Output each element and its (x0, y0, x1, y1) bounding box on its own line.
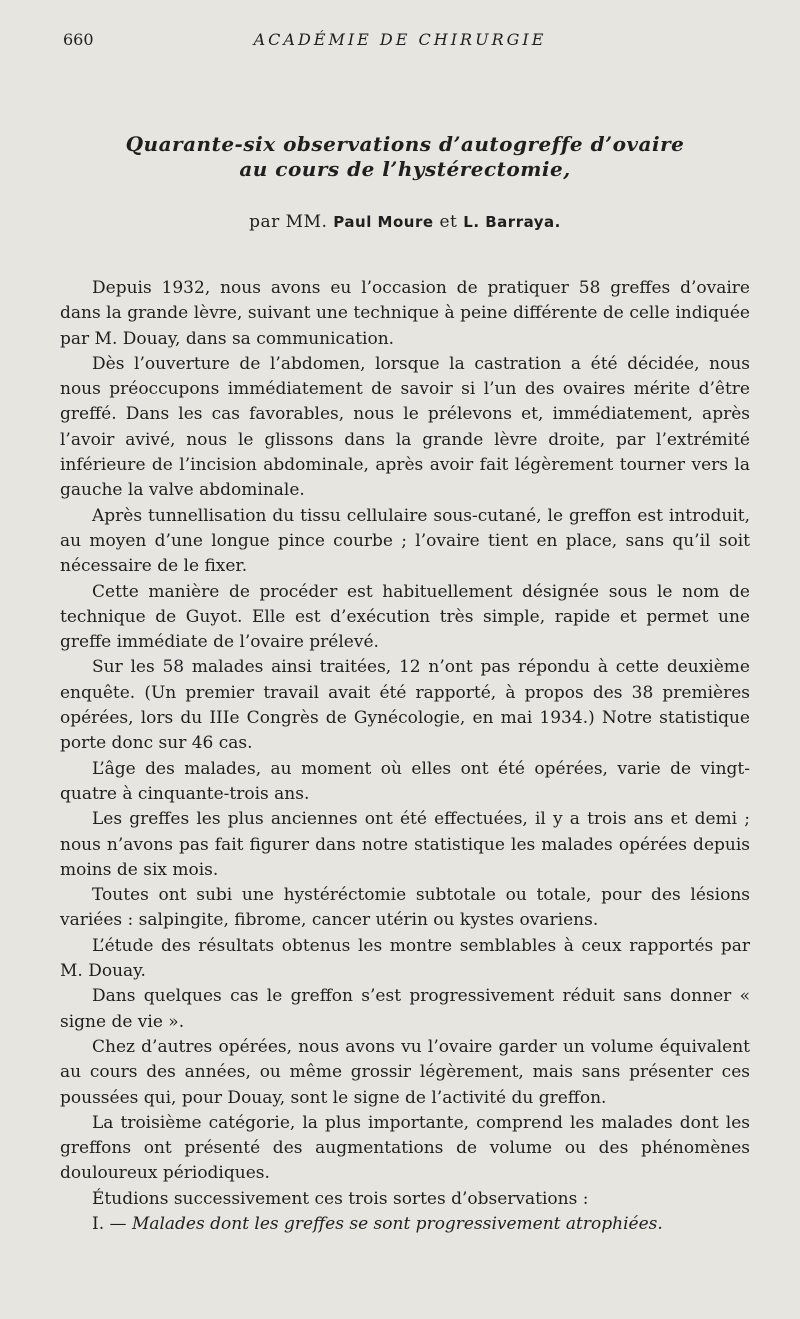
paragraph: L’étude des résultats obtenus les montre semblables à ceux rapportés par M. Douay. (60, 935, 750, 982)
byline-and: et (439, 212, 458, 232)
section-numeral: I. — (92, 1213, 127, 1234)
section-heading-line (60, 1212, 750, 1237)
page-number: 660 (63, 30, 94, 49)
paragraph: Cette manière de procéder est habituellement désignée sous le nom de technique de Guyot. Elle est d’exécution très simple, rapide et permet une greffe immédiate de l’ovaire prélevé. (60, 581, 750, 653)
author-2: L. Barraya. (463, 213, 561, 231)
paragraph: L’âge des malades, au moment où elles ont été opérées, varie de vingt-quatre à cinquante-trois ans. (60, 758, 750, 804)
paragraph: Étudions successivement ces trois sortes d’observations : (92, 1188, 589, 1209)
paragraph: Depuis 1932, nous avons eu l’occasion de pratiquer 58 greffes d’ovaire dans la grande lèvre, suivant une technique à peine différente de celle indiquée par M. Douay, dans sa communication. (60, 278, 750, 349)
paragraph: La troisième catégorie, la plus importante, comprend les malades dont les greffons ont présenté des augmentations de volume ou des phénomènes douloureux périodiques. (60, 1112, 750, 1184)
author-1: Paul Moure (333, 213, 434, 231)
byline (60, 212, 750, 232)
paragraph: Toutes ont subi une hystéréctomie subtotale ou totale, pour des lésions variées : salpingite, fibrome, cancer utérin ou kystes ovariens. (60, 885, 750, 931)
running-head: ACADÉMIE DE CHIRURGIE (253, 30, 547, 49)
paragraph: Les greffes les plus anciennes ont été effectuées, il y a trois ans et demi ; nous n’avons pas fait figurer dans notre statistique les malades opérées depuis moins de six mois. (60, 809, 750, 880)
byline-prefix: par MM. (249, 212, 328, 232)
section-title: Malades dont les greffes se sont progressivement atrophiées. (131, 1213, 663, 1234)
paragraph: Sur les 58 malades ainsi traitées, 12 n’ont pas répondu à cette deuxième enquête. (Un premier travail avait été rapporté, à propos des 38 premières opérées, lors du IIIe Congrès de Gynécologie, en mai 1934.) Notre statistique porte donc sur 46 cas. (60, 657, 750, 754)
article-title (60, 132, 750, 182)
title-line-1: Quarante-six observations d’autogreffe d’ovaire (125, 132, 685, 156)
title-line-2: au cours de l’hystérectomie, (239, 157, 571, 181)
paragraph: Dès l’ouverture de l’abdomen, lorsque la castration a été décidée, nous nous préoccupons immédiatement de savoir si l’un des ovaires mérite d’être greffé. Dans les cas favorables, nous le prélevons et, immédiatement, après l’avoir avivé, nous le glissons dans la grande lèvre droite, par l’extrémité inférieure de l’incision abdominale, après avoir fait légèrement tourner vers la gauche la valve abdominale. (60, 353, 750, 501)
paragraph: Dans quelques cas le greffon s’est progressivement réduit sans donner « signe de vie ». (60, 986, 750, 1032)
article-body (60, 276, 750, 1237)
paragraph: Chez d’autres opérées, nous avons vu l’ovaire garder un volume équivalent au cours des années, ou même grossir légèrement, mais sans présenter ces poussées qui, pour Douay, sont le signe de l’activité du greffon. (60, 1036, 750, 1108)
paragraph: Après tunnellisation du tissu cellulaire sous-cutané, le greffon est introduit, au moyen d’une longue pince courbe ; l’ovaire tient en place, sans qu’il soit nécessaire de le fixer. (60, 505, 750, 577)
page-header (0, 30, 800, 54)
